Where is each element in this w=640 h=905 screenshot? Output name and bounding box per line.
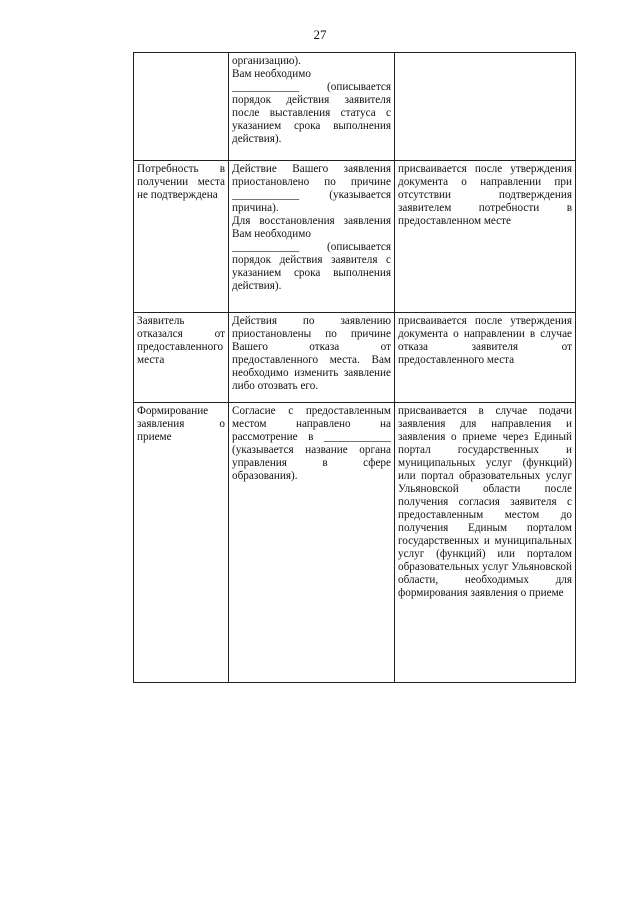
condition-cell [395, 53, 576, 161]
table-row [134, 161, 576, 313]
condition-cell: присваивается после утверждения документа о направлении в случае отказа заявителя от предоставленного места [395, 313, 576, 403]
status-cell: Формирование заявления о приеме [134, 403, 229, 683]
message-cell: Действие Вашего заявления приостановлено по причине ____________ (указывается причина). Для восстановления заявления Вам необходимо ____________ (описывается порядок действия заявителя с указанием срока выполнения действия). [229, 161, 395, 313]
page-number: 27 [313, 27, 327, 42]
table-row [134, 313, 576, 403]
status-table [133, 52, 576, 683]
message-cell: организацию). Вам необходимо ____________ (описывается порядок действия заявителя после выставления статуса с указанием срока выполнения действия). [229, 53, 395, 161]
message-cell: Действия по заявлению приостановлены по причине Вашего отказа от предоставленного места. Вам необходимо изменить заявление либо отозвать его. [229, 313, 395, 403]
status-cell [134, 53, 229, 161]
condition-cell: присваивается после утверждения документа о направлении при отсутствии подтверждения заявителем потребности в предоставленном месте [395, 161, 576, 313]
condition-cell: присваивается в случае подачи заявления для направления и заявления о приеме через Единый портал государственных и муниципальных услуг (функций) или портал образовательных услуг Ульяновской области после получения согласия заявителя с предоставленным местом до получения Единым порталом государственных и муниципальных услуг (функций) или порталом образовательных услуг Ульяновской области, необходимых для формирования заявления о приеме [395, 403, 576, 683]
table-row [134, 53, 576, 161]
message-cell: Согласие с предоставленным местом направлено на рассмотрение в ____________ (указывается название органа управления в сфере образования). [229, 403, 395, 683]
status-cell: Потребность в получении места не подтверждена [134, 161, 229, 313]
status-cell: Заявитель отказался от предоставленного места [134, 313, 229, 403]
table-row [134, 403, 576, 683]
